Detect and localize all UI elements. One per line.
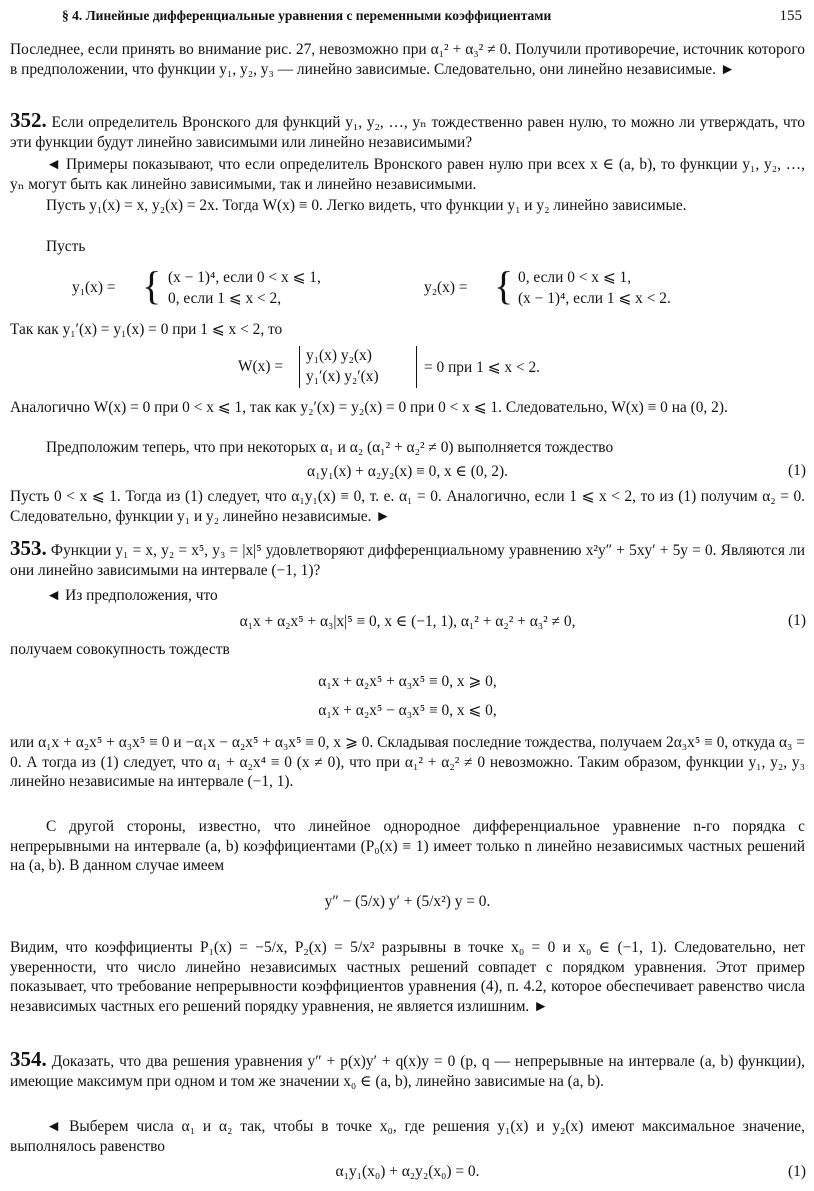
equation-1: α₁y₁(x₀) + α₂y₂(x₀) = 0. <box>335 1163 480 1180</box>
section-title: § 4. Линейные дифференциальные уравнения с переменными коэффициентами <box>62 8 552 23</box>
equation-ode: y″ − (5/x) y′ + (5/x²) y = 0. <box>324 893 491 910</box>
paragraph: Так как y₁′(x) = y₁(x) = 0 при 1 ⩽ x < 2, то <box>10 321 283 338</box>
paragraph: ◄ Выберем числа α₁ и α₂ так, чтобы в точке x₀, где решения y₁(x) и y₂(x) имеют максимальное значение, выполнялось равенство <box>10 1118 805 1155</box>
problem-353 <box>10 536 805 580</box>
equation-number: (1) <box>788 1163 806 1180</box>
formula-lhs: W(x) = <box>238 358 283 375</box>
paragraph: ◄ Примеры показывают, что если определитель Вронского равен нулю при всех x ∈ (a, b), то функции y₁, y₂, …, yₙ могут быть как линейно зависимыми, так и линейно независимыми. <box>10 156 805 193</box>
paragraph: или α₁x + α₂x⁵ + α₃x⁵ ≡ 0 и −α₁x − α₂x⁵ + α₃x⁵ ≡ 0, x ⩾ 0. Складывая последние тождества, получаем 2α₃x⁵ ≡ 0, откуда α₃ = 0. А тогда из (1) следует, что α₁ + α₂x⁴ ≡ 0 (x ≠ 0), что при α₁² + α₂² ≠ 0 невозможно. Таким образом, функции y₁, y₂, y₃ линейно независимые на интервале (−1, 1). <box>10 734 805 790</box>
wronskian-formula <box>10 346 805 390</box>
running-header <box>62 8 802 25</box>
page-number: 155 <box>779 8 802 24</box>
formula-row: (x − 1)⁴, если 1 ⩽ x < 2. <box>518 290 671 307</box>
paragraph: С другой стороны, известно, что линейное однородное дифференциальное уравнение n-го порядка с непрерывными на интервале (a, b) коэффициентами (P₀(x) ≡ 1) имеет только n линейно независимых частных решений на (a, b). В данном случае имеем <box>10 818 805 874</box>
det-bar-left <box>299 346 300 388</box>
paragraph: Пусть 0 < x ⩽ 1. Тогда из (1) следует, что α₁y₁(x) ≡ 0, т. е. α₁ = 0. Аналогично, если 1 ⩽ x < 2, то из (1) получим α₂ = 0. Следовательно, функции y₁ и y₂ линейно независимые. ► <box>10 488 805 525</box>
problem-354 <box>10 1047 805 1091</box>
problem-statement: Доказать, что два решения уравнения y″ + p(x)y′ + q(x)y = 0 (p, q — непрерывные на интервале (a, b) функции), имеющие максимум при одном и том же значении x₀ ∈ (a, b), линейно зависимые на (a, b). <box>10 1053 805 1090</box>
paragraph: Последнее, если принять во внимание рис. 27, невозможно при α₁² + α₃² ≠ 0. Получили противоречие, источник которого в предположении, что функции y₁, y₂, y₃ — линейно зависимые. Следовательно, они линейно независимые. ► <box>10 41 805 78</box>
paragraph: ◄ Из предположения, что <box>46 587 218 604</box>
piecewise-formula <box>10 263 805 310</box>
problem-statement: Функции y₁ = x, y₂ = x⁵, y₃ = |x|⁵ удовлетворяют дифференциальному уравнению x²y″ + 5xy′ + 5y = 0. Являются ли они линейно зависимыми на интервале (−1, 1)? <box>10 542 805 579</box>
formula-row: 0, если 0 < x ⩽ 1, <box>518 269 632 286</box>
formula-lhs: y₁(x) = <box>72 279 116 296</box>
paragraph: Предположим теперь, что при некоторых α₁ и α₂ (α₁² + α₂² ≠ 0) выполняется тождество <box>46 439 614 456</box>
paragraph: Видим, что коэффициенты P₁(x) = −5/x, P₂(x) = 5/x² разрывны в точке x₀ = 0 и x₀ ∈ (−1, 1). Следовательно, нет уверенности, что число линейно независимых частных решений совпадет с порядком уравнения. Этот пример показывает, что требование непрерывности коэффициентов уравнения (4), п. 4.2, которое обеспечивает равенство числа независимых частных его решений порядку уравнения, не является излишним. ► <box>10 939 805 1015</box>
problem-352 <box>10 108 805 152</box>
paragraph: Пусть y₁(x) = x, y₂(x) = 2x. Тогда W(x) ≡ 0. Легко видеть, что функции y₁ и y₂ линейно зависимые. <box>46 197 687 214</box>
formula-row: 0, если 1 ⩽ x < 2, <box>168 290 282 307</box>
formula-row: (x − 1)⁴, если 0 < x ⩽ 1, <box>168 269 321 286</box>
problem-number: 352. <box>10 108 47 132</box>
equation-number: (1) <box>788 462 806 479</box>
left-brace: { <box>142 263 162 308</box>
problem-number: 353. <box>10 536 47 560</box>
identity-2: α₁x + α₂x⁵ − α₃x⁵ ≡ 0, x ⩽ 0, <box>318 702 497 719</box>
det-bar-right <box>416 346 417 388</box>
equation-1: α₁y₁(x) + α₂y₂(x) ≡ 0, x ∈ (0, 2). <box>307 463 508 480</box>
formula-lhs: y₂(x) = <box>424 279 468 296</box>
equation-1: α₁x + α₂x⁵ + α₃|x|⁵ ≡ 0, x ∈ (−1, 1), α₁² + α₂² + α₃² ≠ 0, <box>239 613 576 630</box>
det-row: y₁(x) y₂(x) <box>306 347 372 364</box>
paragraph: Аналогично W(x) = 0 при 0 < x ⩽ 1, так как y₂′(x) = y₂(x) = 0 при 0 < x ⩽ 1. Следовательно, W(x) ≡ 0 на (0, 2). <box>10 399 728 416</box>
problem-statement: Если определитель Вронского для функций y₁, y₂, …, yₙ тождественно равен нулю, то можно ли утверждать, что эти функции будут линейно зависимыми или линейно независимыми? <box>10 114 805 151</box>
equation-number: (1) <box>788 612 806 629</box>
paragraph: получаем совокупность тождеств <box>10 641 230 658</box>
paragraph: Пусть <box>46 238 86 255</box>
det-row: y₁′(x) y₂′(x) <box>306 368 379 385</box>
identity-1: α₁x + α₂x⁵ + α₃x⁵ ≡ 0, x ⩾ 0, <box>318 673 497 690</box>
left-brace: { <box>494 263 514 308</box>
problem-number: 354. <box>10 1047 47 1071</box>
formula-rhs: = 0 при 1 ⩽ x < 2. <box>424 359 540 376</box>
